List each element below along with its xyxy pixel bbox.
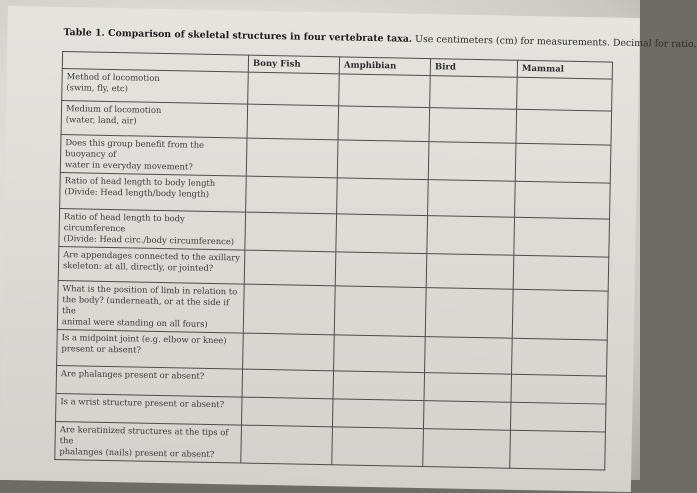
answer-cell-amphibian[interactable]	[337, 178, 429, 216]
answer-cell-mammal[interactable]	[511, 374, 607, 404]
answer-cell-amphibian[interactable]	[332, 399, 424, 429]
answer-cell-bird[interactable]	[430, 76, 518, 110]
question-cell: What is the position of limb in relation to the body? (underneath, or at the side if the animal were standing on all fours)	[57, 281, 244, 334]
question-cell: Are keratinized structures at the tips of the phalanges (nails) present or absent?	[55, 421, 242, 463]
comparison-table	[54, 51, 613, 471]
table-caption	[63, 27, 697, 51]
answer-cell-bony-fish[interactable]	[243, 284, 335, 335]
answer-cell-bird[interactable]	[427, 216, 515, 256]
answer-cell-bird[interactable]	[424, 373, 512, 403]
answer-cell-mammal[interactable]	[516, 109, 612, 145]
answer-cell-bony-fish[interactable]	[241, 397, 333, 427]
answer-cell-bony-fish[interactable]	[246, 176, 338, 214]
answer-cell-amphibian[interactable]	[335, 252, 427, 288]
answer-cell-bony-fish[interactable]	[247, 104, 339, 140]
question-cell: Medium of locomotion (water, land, air)	[61, 101, 248, 139]
answer-cell-bony-fish[interactable]	[243, 333, 335, 371]
question-cell: Is a wrist structure present or absent?	[56, 393, 243, 425]
answer-cell-amphibian[interactable]	[333, 371, 425, 401]
answer-cell-mammal[interactable]	[510, 430, 606, 470]
answer-cell-mammal[interactable]	[513, 255, 609, 291]
answer-cell-mammal[interactable]	[512, 338, 608, 376]
answer-cell-bony-fish[interactable]	[248, 72, 340, 106]
answer-cell-bird[interactable]	[425, 337, 513, 375]
answer-cell-amphibian[interactable]	[334, 335, 426, 373]
caption-title: Table 1. Comparison of skeletal structures in four vertebrate taxa.	[63, 27, 413, 45]
question-cell: Ratio of head length to body length (Divide: Head length/body length)	[60, 173, 247, 213]
answer-cell-bony-fish[interactable]	[246, 138, 338, 178]
column-header-bird: Bird	[430, 59, 517, 78]
answer-cell-amphibian[interactable]	[339, 74, 431, 108]
caption-note: Use centimeters (cm) for measurements. Decimal for ratio.	[415, 33, 697, 51]
question-cell: Does this group benefit from the buoyancy of water in everyday movement?	[60, 135, 247, 177]
question-cell: Method of locomotion (swim, fly, etc)	[62, 69, 249, 105]
answer-cell-mammal[interactable]	[512, 289, 608, 340]
answer-cell-bony-fish[interactable]	[244, 250, 336, 286]
answer-cell-amphibian[interactable]	[338, 106, 430, 142]
answer-cell-amphibian[interactable]	[334, 286, 426, 337]
answer-cell-mammal[interactable]	[514, 217, 610, 257]
answer-cell-amphibian[interactable]	[336, 214, 428, 254]
answer-cell-mammal[interactable]	[515, 143, 611, 183]
answer-cell-bird[interactable]	[423, 401, 511, 431]
answer-cell-bony-fish[interactable]	[242, 369, 334, 399]
column-header-mammal: Mammal	[517, 60, 612, 79]
question-cell: Are appendages connected to the axillary skeleton: at all, directly, or jointed?	[58, 247, 245, 285]
answer-cell-mammal[interactable]	[515, 181, 611, 219]
answer-cell-bony-fish[interactable]	[241, 425, 333, 465]
worksheet-page	[0, 6, 697, 492]
answer-cell-bird[interactable]	[428, 180, 516, 218]
answer-cell-bird[interactable]	[425, 288, 513, 339]
answer-cell-bony-fish[interactable]	[245, 212, 337, 252]
answer-cell-mammal[interactable]	[510, 402, 606, 432]
column-header-amphibian: Amphibian	[339, 57, 430, 76]
answer-cell-bird[interactable]	[426, 254, 514, 290]
column-header-bony-fish: Bony Fish	[248, 55, 339, 74]
question-cell: Are phalanges present or absent?	[56, 365, 243, 397]
question-cell: Is a midpoint joint (e.g. elbow or knee) present or absent?	[57, 330, 244, 370]
answer-cell-mammal[interactable]	[517, 77, 613, 111]
answer-cell-bird[interactable]	[429, 108, 517, 144]
answer-cell-amphibian[interactable]	[337, 140, 429, 180]
answer-cell-amphibian[interactable]	[332, 427, 424, 467]
question-cell: Ratio of head length to body circumference (Divide: Head circ./body circumference)	[59, 209, 246, 251]
answer-cell-bird[interactable]	[428, 142, 516, 182]
answer-cell-bird[interactable]	[423, 429, 511, 469]
